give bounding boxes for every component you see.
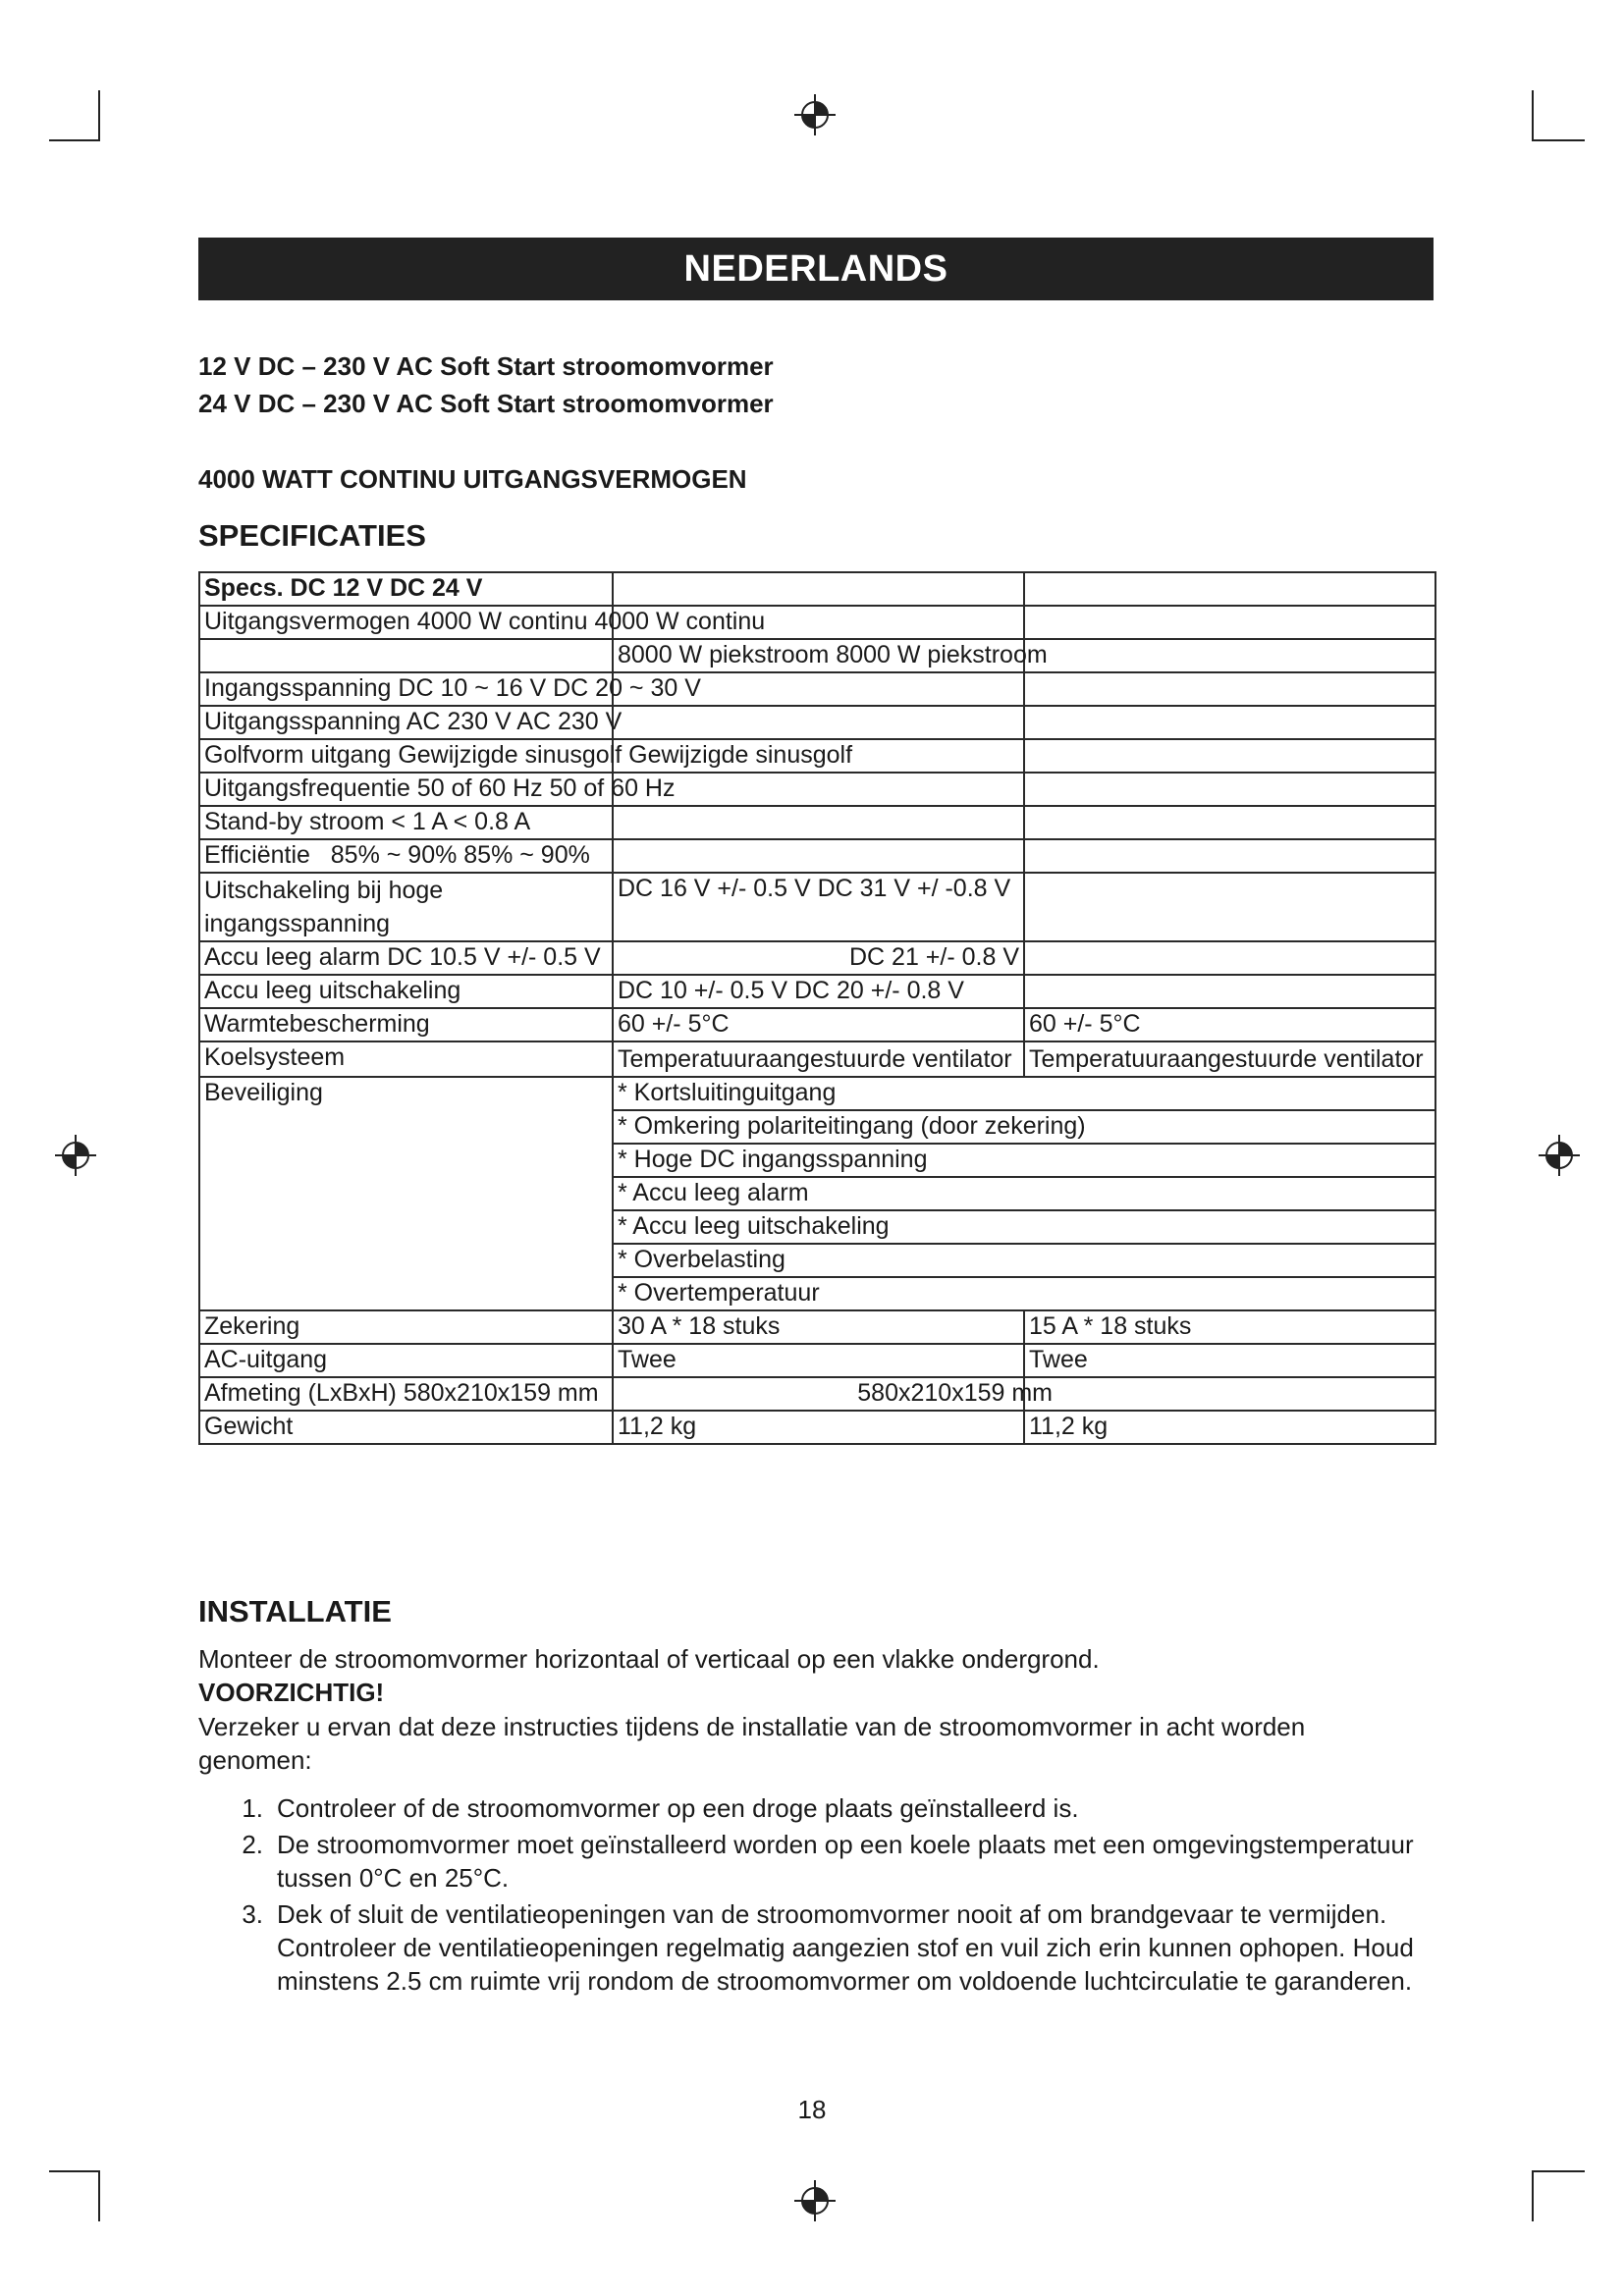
list-number: 2. — [242, 1830, 263, 1859]
table-row — [199, 975, 1435, 1008]
table-row — [199, 941, 1435, 975]
table-cell — [199, 806, 613, 839]
table-cell: 60 +/- 5°C — [1024, 1008, 1435, 1041]
table-cell — [199, 672, 701, 706]
table-cell — [199, 1377, 613, 1411]
page-number: 18 — [797, 2095, 827, 2124]
list-item-text: De stroomomvormer moet geïnstalleerd worden op een koele plaats met een omgevingstemperatuur tussen 0°C en 25°C. — [277, 1830, 1414, 1893]
table-row — [199, 1411, 1435, 1444]
table-cell: 15 A * 18 stuks — [1024, 1310, 1435, 1344]
table-row — [199, 1008, 1435, 1041]
crop-mark-bottom-left — [98, 2170, 100, 2221]
table-row — [199, 839, 1435, 873]
table-cell: Gewicht — [199, 1411, 613, 1444]
table-cell — [613, 639, 1048, 672]
table-cell: Temperatuuraangestuurde ventilator — [1024, 1041, 1435, 1077]
table-cell — [1024, 572, 1435, 606]
table-row — [199, 606, 1435, 639]
table-cell: Accu leeg uitschakeling — [199, 975, 613, 1008]
table-cell — [1024, 639, 1435, 672]
table-cell: AC-uitgang — [199, 1344, 613, 1377]
crop-mark-bottom-right — [1532, 2170, 1585, 2172]
table-cell — [1024, 975, 1435, 1008]
table-row — [199, 873, 1435, 941]
table-cell — [199, 941, 613, 975]
caution-text: Verzeker u ervan dat deze instructies tijdens de installatie van de stroomomvormer in acht worden genomen: — [198, 1712, 1306, 1775]
table-row — [199, 1077, 1435, 1110]
table-cell — [199, 839, 613, 873]
spec-table — [198, 571, 1436, 1445]
table-cell-text: Efficiëntie 85% ~ 90% 85% ~ 90% — [204, 841, 590, 869]
table-cell — [199, 739, 853, 773]
table-row — [199, 1310, 1435, 1344]
table-cell — [613, 572, 1024, 606]
table-cell — [1024, 839, 1435, 873]
spec-heading: SPECIFICATIES — [198, 518, 426, 553]
table-cell: * Accu leeg alarm — [613, 1177, 1435, 1210]
list-number: 1. — [242, 1793, 263, 1823]
caution-label: VOORZICHTIG! — [198, 1678, 385, 1707]
table-cell — [199, 639, 613, 672]
registration-mark-icon — [792, 92, 838, 137]
table-cell-text: Afmeting (LxBxH) 580x210x159 mm — [204, 1379, 599, 1407]
registration-mark-icon — [792, 2178, 838, 2223]
table-cell: 60 +/- 5°C — [613, 1008, 1024, 1041]
table-cell: DC 10 +/- 0.5 V DC 20 +/- 0.8 V — [613, 975, 1024, 1008]
table-cell-text: DC 21 +/- 0.8 V — [849, 943, 1019, 971]
table-cell-text: DC 16 V +/- 0.5 V DC 31 V +/ -0.8 V — [618, 875, 1011, 902]
list-number: 3. — [242, 1899, 263, 1929]
table-cell — [1024, 806, 1435, 839]
table-row — [199, 1377, 1435, 1411]
table-cell: Twee — [613, 1344, 1024, 1377]
list-item — [228, 1791, 1435, 1825]
table-cell — [1024, 606, 1435, 639]
list-item-text: Dek of sluit de ventilatieopeningen van de stroomomvormer nooit af om brandgevaar te vermijden. Controleer de ventilatieopeningen regelmatig aangezien stof en vuil zich erin kunnen ophopen. Houd minstens 2.5 cm ruimte vrij rondom de stroomomvormer om voldoende luchtcirculatie te garanderen. — [277, 1899, 1414, 1996]
table-cell — [1024, 672, 1435, 706]
table-row — [199, 706, 1435, 739]
table-cell-text: Accu leeg alarm DC 10.5 V +/- 0.5 V — [204, 943, 601, 971]
table-cell: Beveiliging — [199, 1077, 613, 1310]
model-title-12v: 12 V DC – 230 V AC Soft Start stroomomvormer — [198, 351, 774, 381]
crop-mark-top-right — [1532, 139, 1585, 141]
table-cell — [199, 606, 766, 639]
table-cell: 11,2 kg — [613, 1411, 1024, 1444]
list-item — [228, 1828, 1435, 1895]
table-cell: Uitschakeling bij hoge ingangsspanning — [199, 873, 613, 941]
table-cell: Temperatuuraangestuurde ventilator — [613, 1041, 1024, 1077]
table-cell: * Kortsluitinguitgang — [613, 1077, 1435, 1110]
table-cell — [199, 706, 623, 739]
registration-mark-icon — [1537, 1133, 1582, 1178]
install-list — [228, 1791, 1435, 2001]
table-cell — [199, 773, 676, 806]
table-cell-text: Golfvorm uitgang Gewijzigde sinusgolf Gewijzigde sinusgolf — [204, 741, 853, 769]
install-heading: INSTALLATIE — [198, 1594, 392, 1629]
crop-mark-bottom-right — [1532, 2170, 1534, 2221]
table-cell — [613, 941, 1024, 975]
table-cell — [1024, 773, 1435, 806]
table-cell: * Accu leeg uitschakeling — [613, 1210, 1435, 1244]
table-cell-text: Uitgangsvermogen 4000 W continu 4000 W continu — [204, 608, 766, 635]
table-cell-text: Uitgangsfrequentie 50 of 60 Hz 50 of 60 Hz — [204, 774, 676, 802]
table-cell: 30 A * 18 stuks — [613, 1310, 1024, 1344]
table-cell — [613, 806, 1024, 839]
crop-mark-bottom-left — [49, 2170, 100, 2172]
model-title-24v: 24 V DC – 230 V AC Soft Start stroomomvormer — [198, 389, 774, 418]
language-banner: NEDERLANDS — [198, 238, 1434, 300]
table-cell: 11,2 kg — [1024, 1411, 1435, 1444]
install-intro: Monteer de stroomomvormer horizontaal of verticaal op een vlakke ondergrond. — [198, 1644, 1100, 1674]
table-cell: * Hoge DC ingangsspanning — [613, 1144, 1435, 1177]
table-cell: Koelsysteem — [199, 1041, 613, 1077]
table-row — [199, 739, 1435, 773]
table-row — [199, 672, 1435, 706]
table-row — [199, 806, 1435, 839]
table-cell-text: Uitgangsspanning AC 230 V AC 230 V — [204, 708, 623, 735]
table-cell — [1024, 941, 1435, 975]
table-cell — [613, 706, 1024, 739]
table-cell — [613, 1377, 1053, 1411]
table-cell — [1024, 706, 1435, 739]
table-cell-text: 580x210x159 mm — [857, 1379, 1053, 1407]
table-row — [199, 1344, 1435, 1377]
table-cell-text: Stand-by stroom < 1 A < 0.8 A — [204, 808, 531, 835]
crop-mark-top-left — [49, 139, 100, 141]
table-cell-text: 8000 W piekstroom 8000 W piekstroom — [618, 641, 1048, 668]
list-item-text: Controleer of de stroomomvormer op een droge plaats geïnstalleerd is. — [277, 1793, 1079, 1823]
power-rating: 4000 WATT CONTINU UITGANGSVERMOGEN — [198, 464, 747, 494]
table-cell: Warmtebescherming — [199, 1008, 613, 1041]
table-cell: Specs. DC 12 V DC 24 V — [199, 572, 613, 606]
table-cell — [1024, 1377, 1435, 1411]
table-cell-text: Ingangsspanning DC 10 ~ 16 V DC 20 ~ 30 V — [204, 674, 701, 702]
list-item — [228, 1897, 1435, 1998]
table-row — [199, 639, 1435, 672]
table-cell: * Omkering polariteitingang (door zekering) — [613, 1110, 1435, 1144]
crop-mark-top-right — [1532, 90, 1534, 141]
registration-mark-icon — [53, 1133, 98, 1178]
table-cell — [613, 839, 1024, 873]
table-cell: Zekering — [199, 1310, 613, 1344]
table-row — [199, 773, 1435, 806]
table-cell: * Overbelasting — [613, 1244, 1435, 1277]
table-row — [199, 572, 1435, 606]
table-cell: * Overtemperatuur — [613, 1277, 1435, 1310]
table-cell — [1024, 739, 1435, 773]
table-cell — [613, 873, 1024, 941]
table-row — [199, 1041, 1435, 1077]
table-cell: Twee — [1024, 1344, 1435, 1377]
table-cell — [1024, 873, 1435, 941]
crop-mark-top-left — [98, 90, 100, 141]
